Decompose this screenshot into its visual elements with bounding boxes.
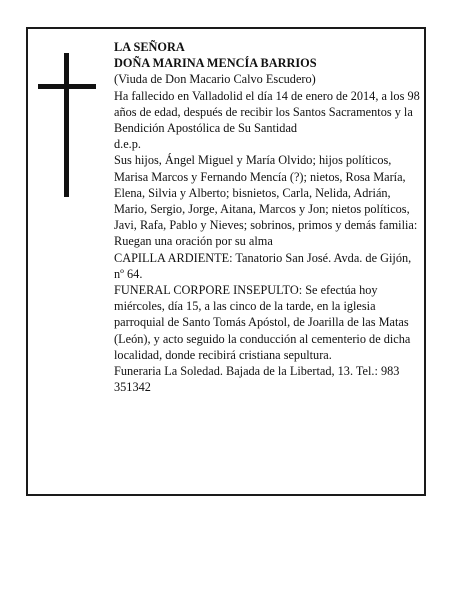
cross-horizontal-bar	[38, 84, 96, 89]
title-line: LA SEÑORA	[114, 40, 185, 54]
prayer-request: Ruegan una oración por su alma	[114, 234, 273, 249]
cross-vertical-bar	[64, 53, 69, 197]
funeral-info: FUNERAL CORPORE INSEPULTO: Se efectúa hoy miércoles, día 15, a las cinco de la tarde, en la iglesia parroquial de Santo Tomás Apóstol, de Joarilla de las Matas (León), y acto seguido la conducción al cementerio de dicha localidad, donde recibirá cristiana sepultura.	[114, 283, 411, 362]
widow-note: (Viuda de Don Macario Calvo Escudero)	[114, 72, 316, 87]
rip-line: d.e.p.	[114, 137, 141, 152]
chapel-info: CAPILLA ARDIENTE: Tanatorio San José. Avda. de Gijón, nº 64.	[114, 250, 412, 281]
deceased-name: DOÑA MARINA MENCÍA BARRIOS	[114, 56, 317, 71]
funeral-home-info: Funeraria La Soledad. Bajada de la Libertad, 13. Tel.: 983 351342	[114, 364, 400, 395]
death-notice: Ha fallecido en Valladolid el día 14 de enero de 2014, a los 98 años de edad, después de recibir los Santos Sacramentos y la Bendición Apostólica de Su Santidad	[114, 88, 420, 136]
family-list: Sus hijos, Ángel Miguel y María Olvido; hijos políticos, Marisa Marcos y Fernando Mencía (?); nietos, Rosa María, Elena, Silvia y Alberto; bisnietos, Carla, Nelida, Adrián, Mario, Sergio, Jorge, Aitana, Marcos y Jon; nietos políticos, Javi, Rafa, Pablo y Nieves; sobrinos, primos y demás familia:	[114, 153, 418, 233]
obituary-text	[114, 39, 420, 395]
